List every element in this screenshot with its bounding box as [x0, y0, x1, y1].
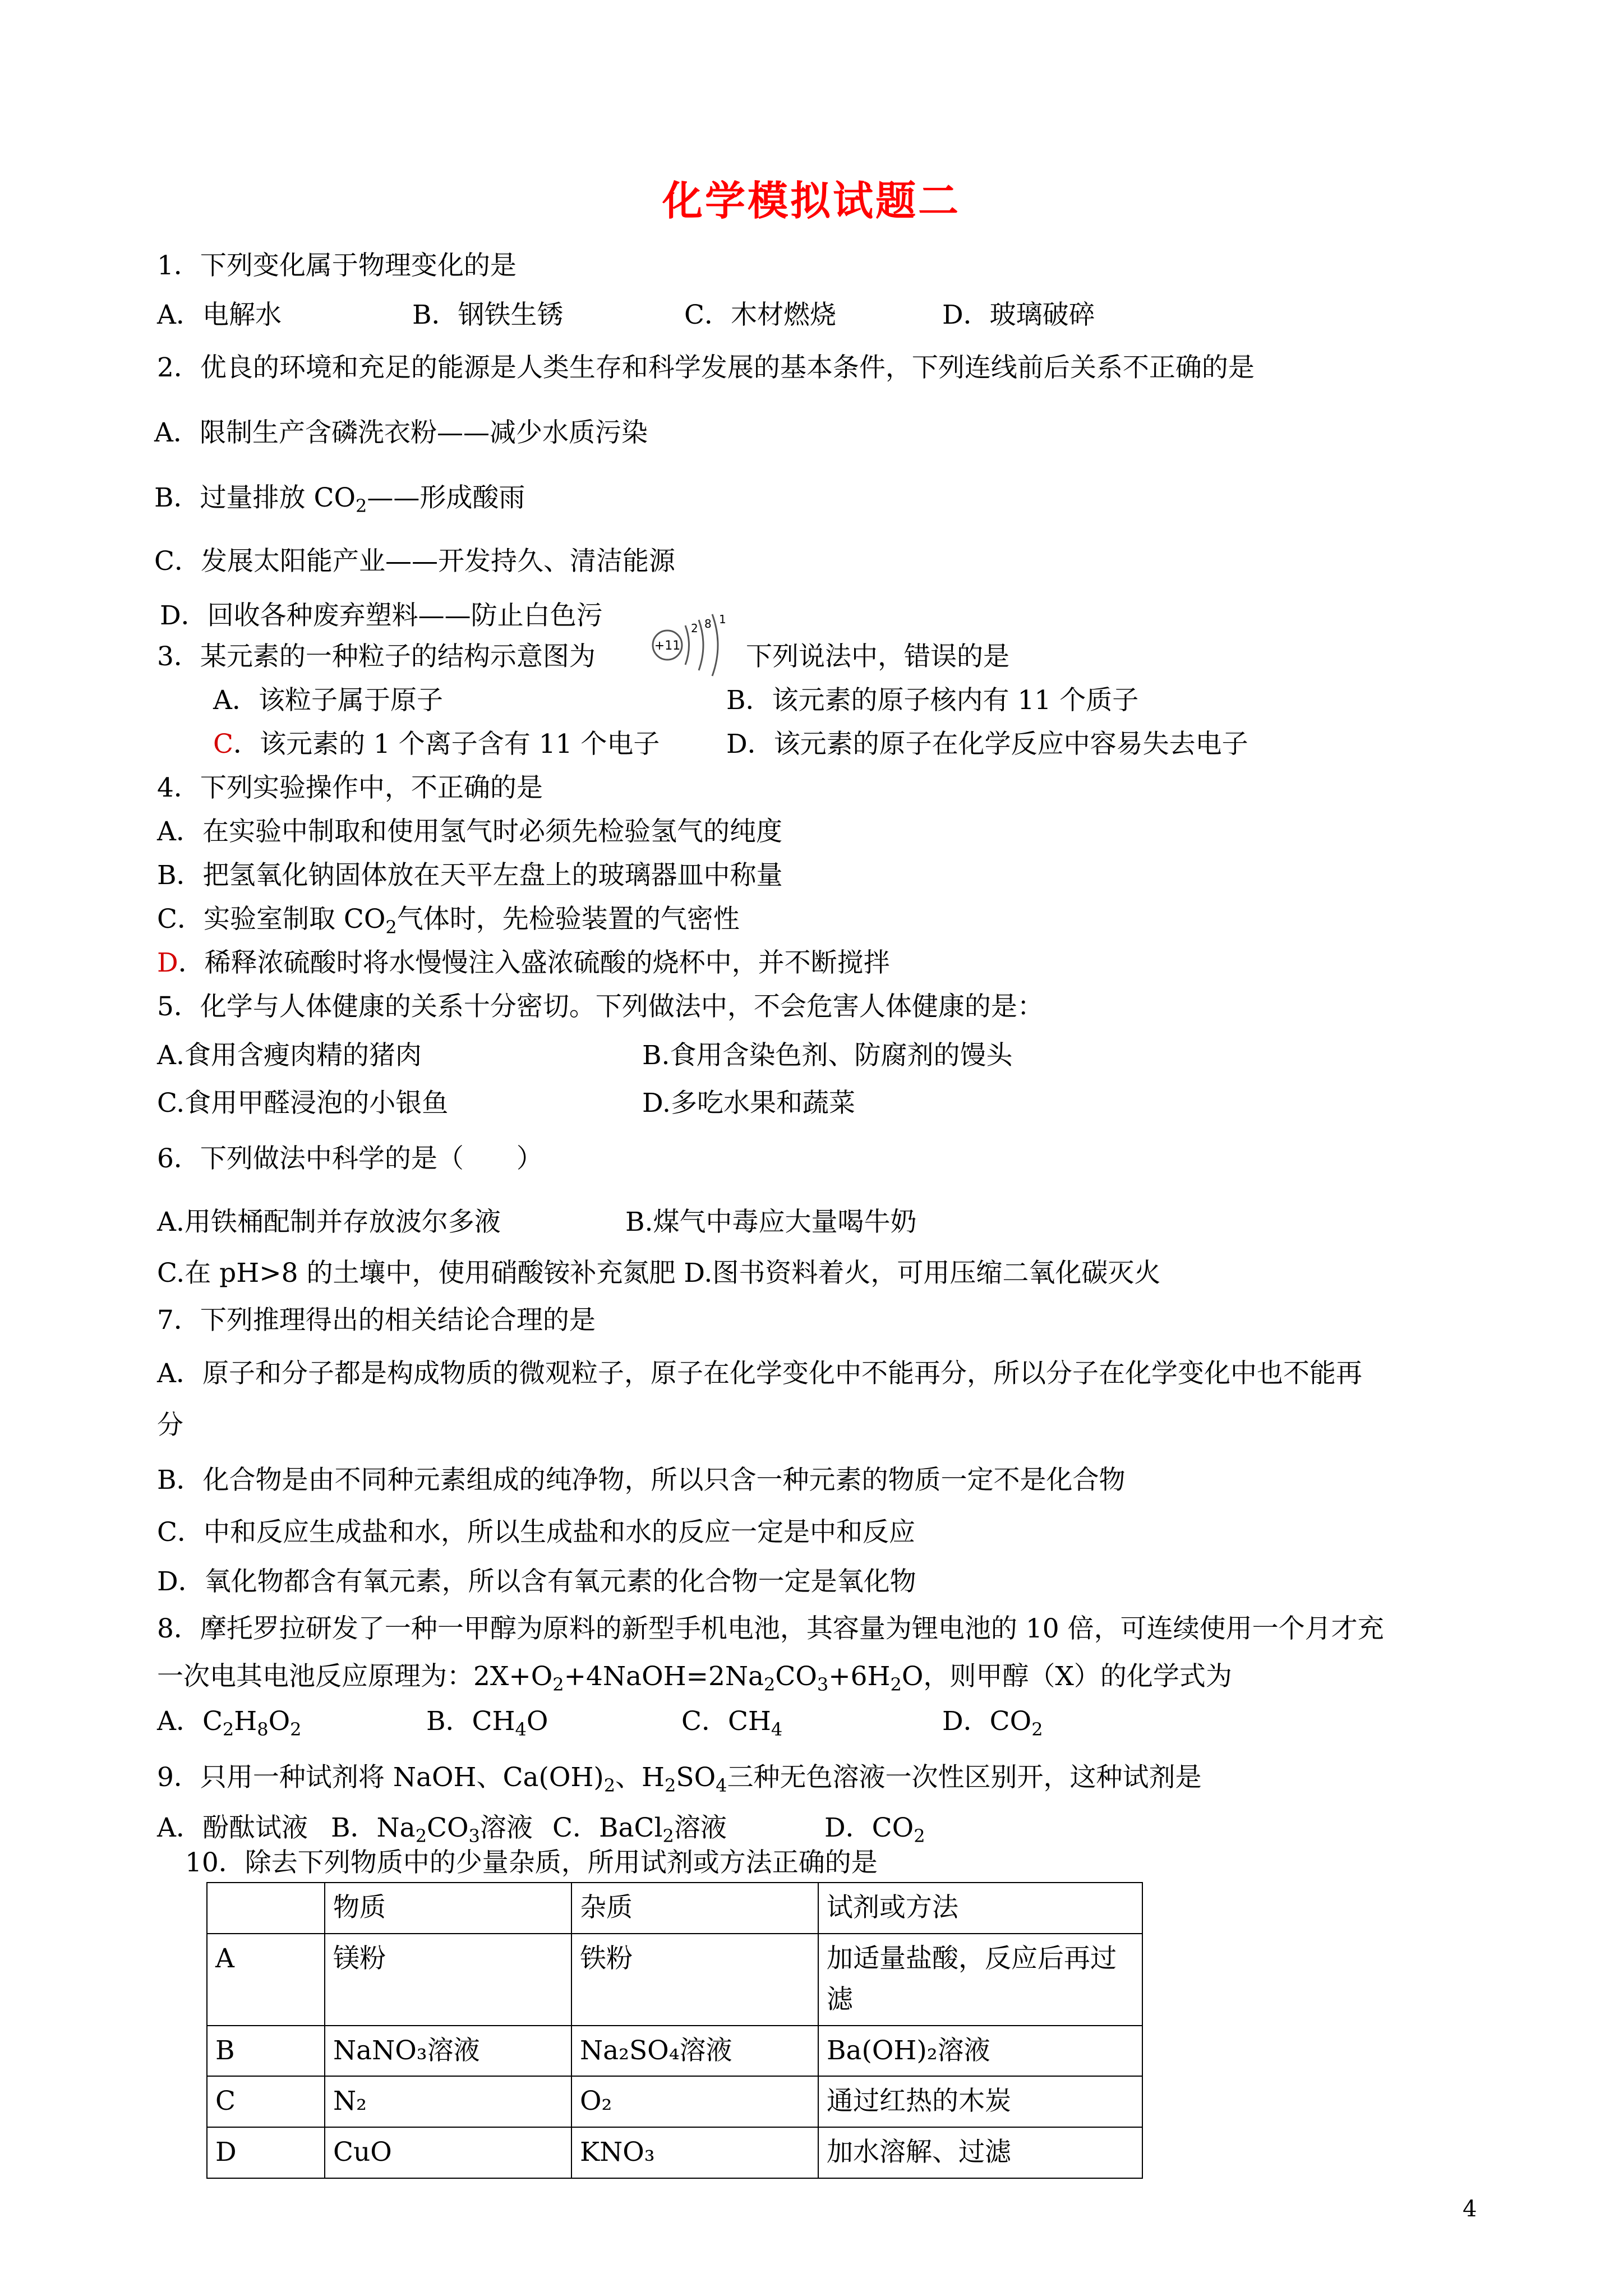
table-row: [207, 1934, 1142, 2026]
q4-option-d: D．稀释浓硫酸时将水慢慢注入盛浓硫酸的烧杯中，并不断搅拌: [157, 947, 890, 978]
q9-option-c: C．BaCl$_2$溶液: [552, 1812, 727, 1847]
table-cell: Na₂SO₄溶液: [571, 2026, 818, 2077]
q2-option-c: C．发展太阳能产业——开发持久、清洁能源: [154, 546, 675, 577]
q3-option-c: C．该元素的 1 个离子含有 11 个电子: [213, 729, 660, 760]
q6-option-cd: C.在 pH>8 的土壤中，使用硝酸铵补充氮肥 D.图书资料着火，可用压缩二氧化碳灭火: [157, 1258, 1161, 1289]
table-header-row: [207, 1883, 1142, 1934]
q5-option-a: A.食用含瘦肉精的猪肉: [157, 1040, 422, 1071]
q8-option-b: B．$CH_4O$: [426, 1706, 548, 1740]
table-cell: B: [207, 2026, 325, 2077]
q7-option-a-line1: A．原子和分子都是构成物质的微观粒子，原子在化学变化中不能再分，所以分子在化学变化中也不能再: [157, 1358, 1362, 1389]
q7-option-d: D．氧化物都含有氧元素，所以含有氧元素的化合物一定是氧化物: [157, 1566, 916, 1597]
table-header-cell: [207, 1883, 325, 1934]
q1-option-c: C．木材燃烧: [684, 300, 836, 330]
q4-option-a: A．在实验中制取和使用氢气时必须先检验氢气的纯度: [157, 816, 782, 847]
q1-option-b: B．钢铁生锈: [412, 300, 564, 330]
table-cell: 加水溶解、过滤: [818, 2127, 1142, 2178]
q7-option-c: C．中和反应生成盐和水，所以生成盐和水的反应一定是中和反应: [157, 1517, 915, 1548]
table-cell: NaNO₃溶液: [325, 2026, 571, 2077]
q3-option-a: A．该粒子属于原子: [213, 685, 443, 716]
q4-stem: 4．下列实验操作中，不正确的是: [157, 772, 543, 803]
q8-option-a: A．$C_2H_8O_2$: [157, 1706, 302, 1740]
table-cell: 通过红热的木炭: [818, 2076, 1142, 2127]
q8-option-d: D．$CO_2$: [942, 1706, 1043, 1740]
q4-answer-mark: D: [157, 947, 178, 978]
shell-arc-3: [712, 614, 718, 676]
q2-option-d: D．回收各种废弃塑料——防止白色污: [160, 600, 603, 631]
q3-option-d: D．该元素的原子在化学反应中容易失去电子: [726, 729, 1248, 760]
shell-3-electrons: 1: [719, 613, 726, 626]
q9-stem: 9．只用一种试剂将 NaOH、$Ca(OH)_2$、$H_2SO_4$三种无色溶液一次性区别开，这种试剂是: [157, 1762, 1202, 1796]
table-cell: 镁粉: [325, 1934, 571, 2026]
table-header-cell: 试剂或方法: [818, 1883, 1142, 1934]
q3-stem-start: 3．某元素的一种粒子的结构示意图为: [157, 641, 596, 672]
q4-option-c: C．实验室制取 $CO_2$气体时，先检验装置的气密性: [157, 904, 740, 938]
table-cell: Ba(OH)₂溶液: [818, 2026, 1142, 2077]
q5-option-d: D.多吃水果和蔬菜: [642, 1088, 855, 1119]
q8-option-c: C．$CH_4$: [681, 1706, 783, 1740]
table-header-cell: 杂质: [571, 1883, 818, 1934]
q1-option-a: A．电解水: [157, 300, 282, 330]
table-cell: KNO₃: [571, 2127, 818, 2178]
table-row: [207, 2127, 1142, 2178]
table-cell: 加适量盐酸，反应后再过滤: [818, 1934, 1142, 2026]
shell-arc-1: [685, 625, 689, 665]
q6-stem: 6．下列做法中科学的是（ ）: [157, 1143, 543, 1174]
table-cell: O₂: [571, 2076, 818, 2127]
q1-stem: 1．下列变化属于物理变化的是: [157, 250, 517, 281]
table-cell: 铁粉: [571, 1934, 818, 2026]
q2-stem: 2．优良的环境和充足的能源是人类生存和科学发展的基本条件，下列连线前后关系不正确的是: [157, 352, 1255, 383]
q7-stem: 7．下列推理得出的相关结论合理的是: [157, 1305, 596, 1336]
q9-option-a: A．酚酞试液: [157, 1812, 308, 1843]
q7-option-b: B．化合物是由不同种元素组成的纯净物，所以只含一种元素的物质一定不是化合物: [157, 1465, 1126, 1496]
q8-stem-line1: 8．摩托罗拉研发了一种一甲醇为原料的新型手机电池，其容量为锂电池的 10 倍，可连续使用一个月才充: [157, 1613, 1384, 1644]
q2-option-a: A．限制生产含磷洗衣粉——减少水质污染: [154, 417, 648, 448]
table-row: [207, 2076, 1142, 2127]
shell-arc-2: [699, 620, 703, 670]
q3-option-b: B．该元素的原子核内有 11 个质子: [726, 685, 1139, 716]
q8-stem-line2: 一次电其电池反应原理为：$2X+O_2+4NaOH=2Na_2CO_3+6H_2O$，则甲醇（X）的化学式为: [157, 1661, 1232, 1695]
q7-option-a-line2: 分: [157, 1410, 183, 1441]
shell-2-electrons: 8: [704, 617, 712, 631]
table-cell: CuO: [325, 2127, 571, 2178]
nucleus-charge: +11: [654, 639, 681, 653]
q10-table: [206, 1882, 1143, 2179]
q9-option-d: D．$CO_2$: [824, 1812, 925, 1847]
q6-option-a: A.用铁桶配制并存放波尔多液: [157, 1207, 501, 1237]
atomic-structure-diagram: [645, 592, 735, 682]
q4-option-b: B．把氢氧化钠固体放在天平左盘上的玻璃器皿中称量: [157, 860, 783, 891]
page-number: 4: [1463, 2196, 1477, 2222]
table-cell: A: [207, 1934, 325, 2026]
table-header-cell: 物质: [325, 1883, 571, 1934]
q3-stem-end: 下列说法中，错误的是: [746, 641, 1009, 672]
q5-option-b: B.食用含染色剂、防腐剂的馒头: [642, 1040, 1013, 1071]
q2-option-b: B．过量排放 $CO_2——$形成酸雨: [154, 482, 525, 517]
q6-option-b: B.煤气中毒应大量喝牛奶: [625, 1207, 917, 1237]
table-cell: N₂: [325, 2076, 571, 2127]
q1-option-d: D．玻璃破碎: [942, 300, 1095, 330]
shell-1-electrons: 2: [691, 622, 698, 635]
page-title: 化学模拟试题二: [662, 177, 961, 224]
table-row: [207, 2026, 1142, 2077]
q5-stem: 5．化学与人体健康的关系十分密切。下列做法中，不会危害人体健康的是：: [157, 991, 1044, 1022]
table-cell: D: [207, 2127, 325, 2178]
q9-option-b: B．$Na_2CO_3$溶液: [331, 1812, 533, 1847]
q3-answer-mark: C: [213, 729, 233, 760]
q5-option-c: C.食用甲醛浸泡的小银鱼: [157, 1088, 449, 1119]
table-cell: C: [207, 2076, 325, 2127]
q10-stem: 10．除去下列物质中的少量杂质，所用试剂或方法正确的是: [185, 1847, 878, 1878]
